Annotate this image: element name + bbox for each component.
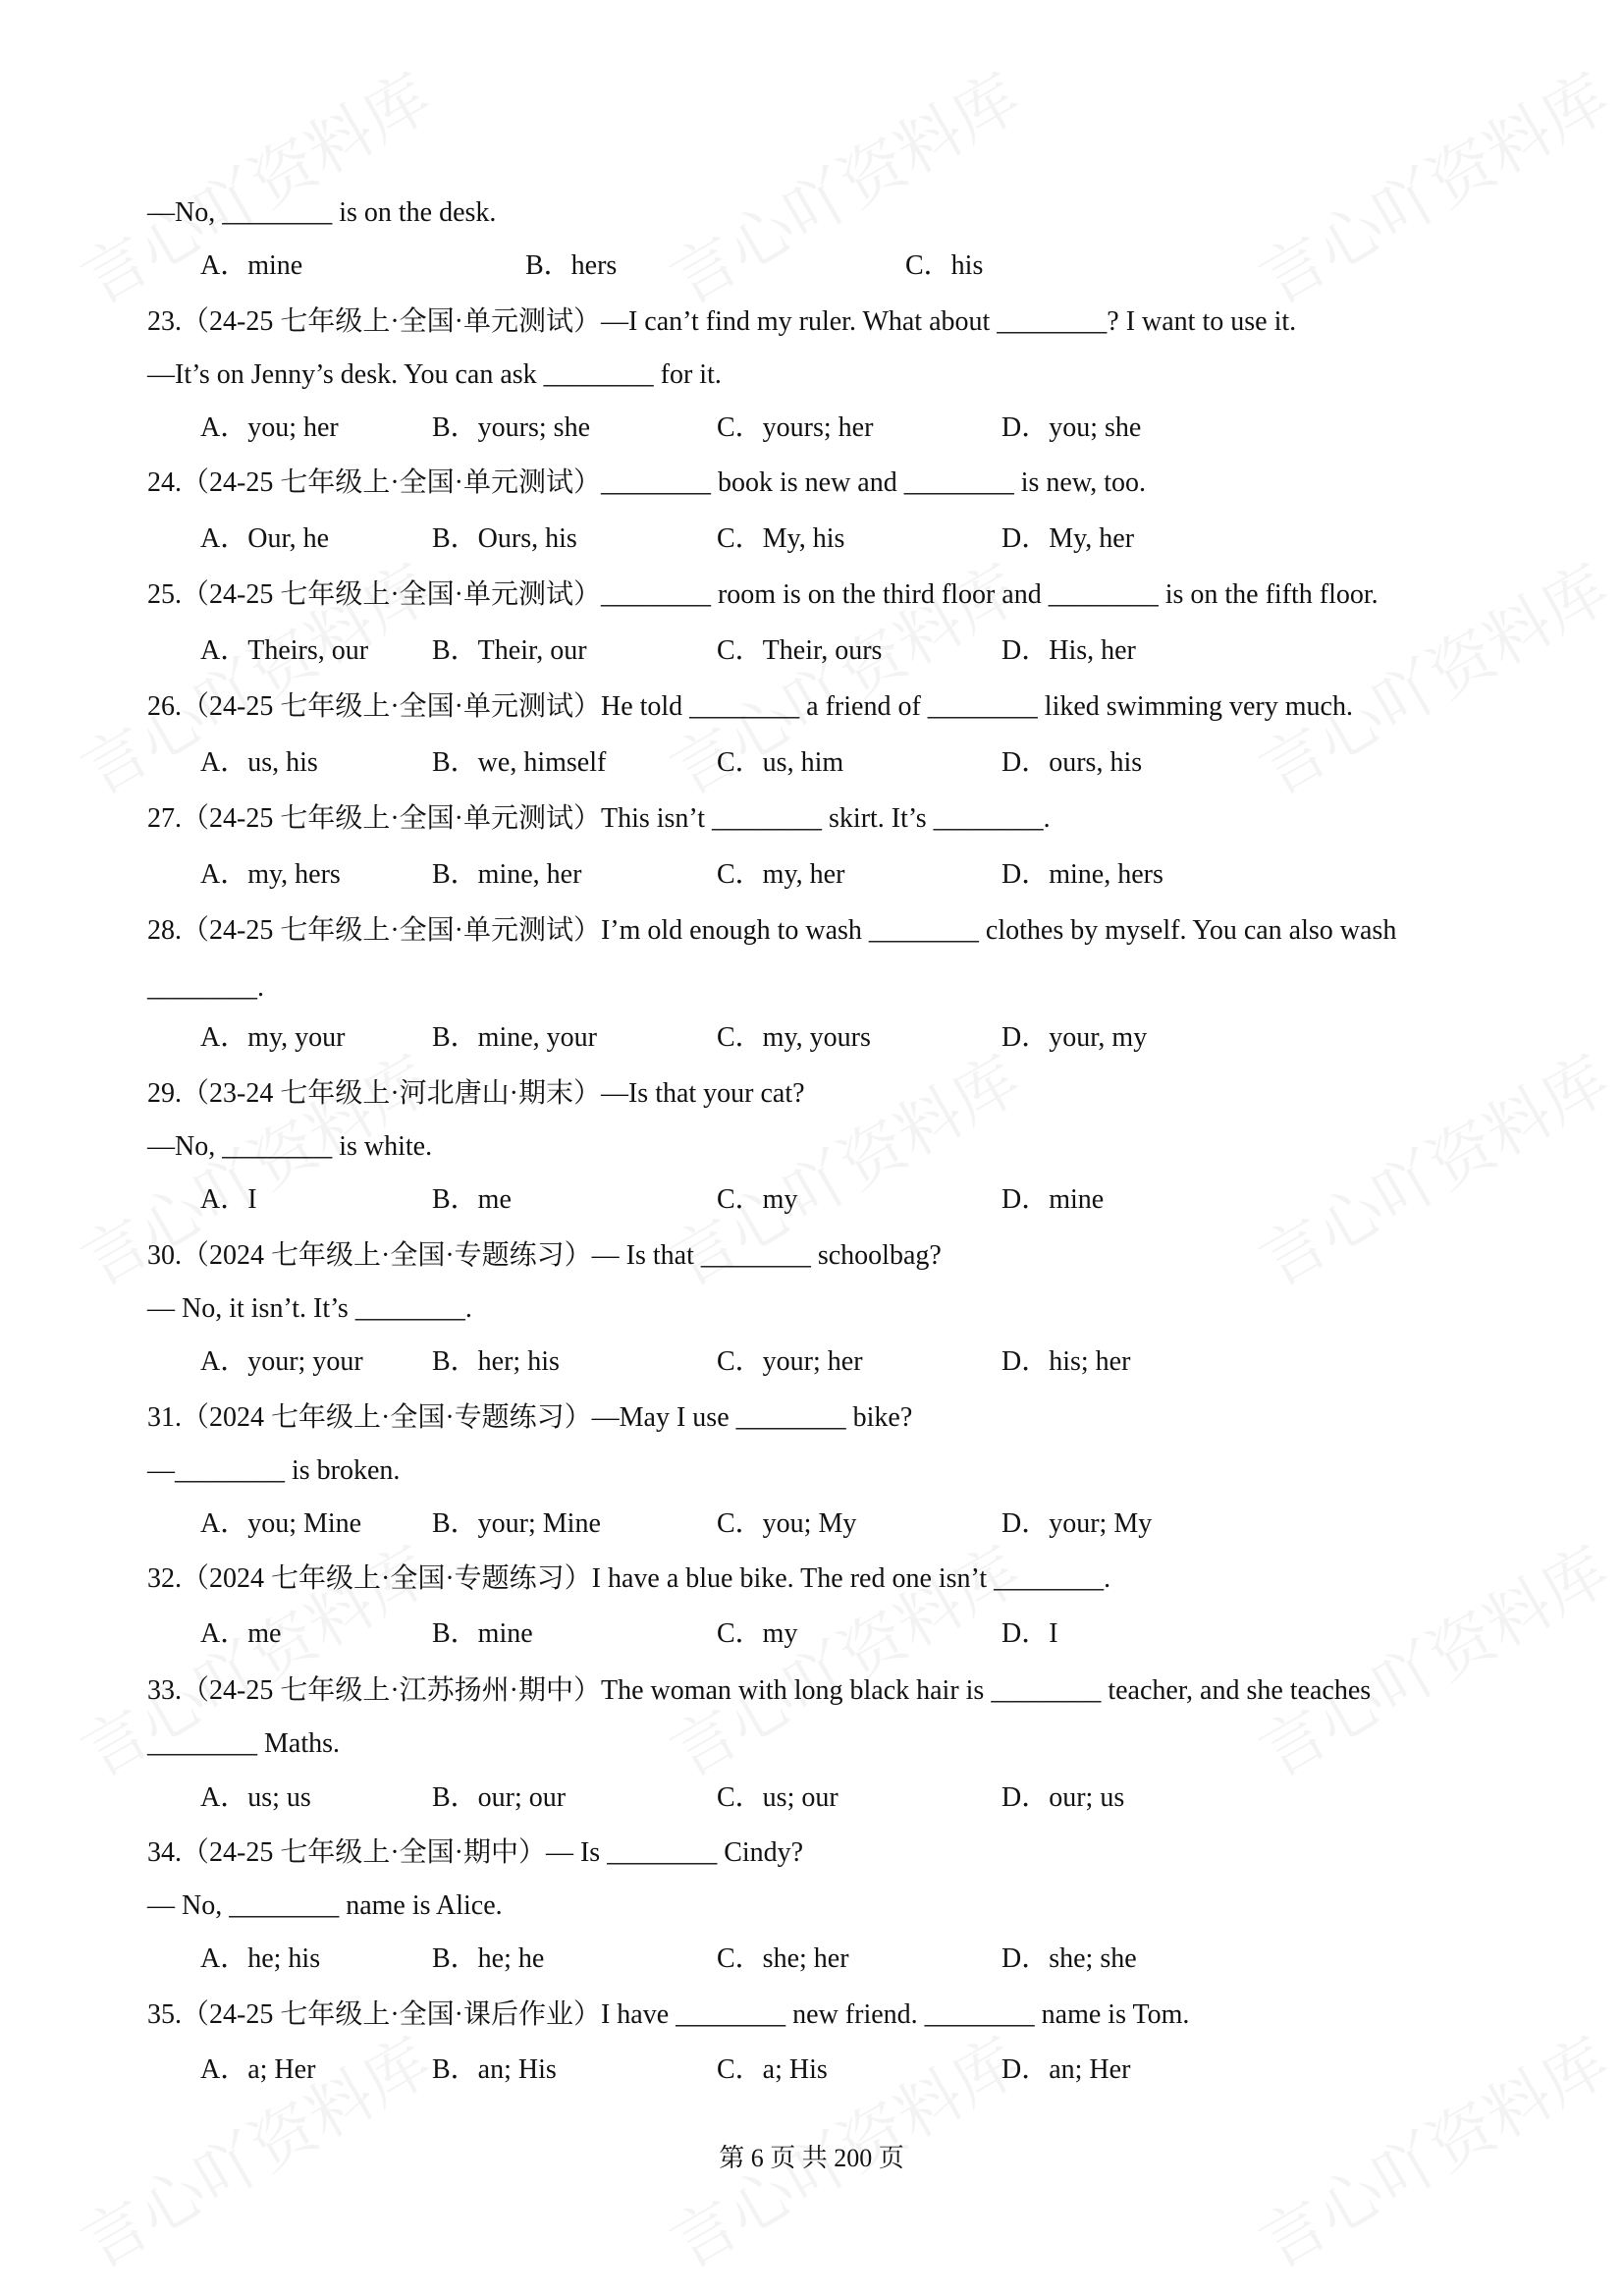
answer-option: B．mine, your <box>432 1022 597 1053</box>
answer-option: C．she; her <box>717 1943 849 1974</box>
answer-option: A．I <box>200 1184 257 1215</box>
answer-option: C．us, him <box>717 747 844 778</box>
answer-option: C．his <box>905 250 984 281</box>
answer-option: A．my, your <box>200 1022 346 1053</box>
answer-option: A．a; Her <box>200 2054 316 2085</box>
answer-option: C．Their, ours <box>717 635 883 666</box>
answer-option: D．mine, hers <box>1001 859 1163 890</box>
answer-options-row <box>147 1614 1476 1654</box>
question-text-line: —No, ________ is white. <box>147 1131 433 1162</box>
answer-option: D．she; she <box>1001 1943 1137 1974</box>
answer-option: C．your; her <box>717 1346 863 1377</box>
answer-option: C．a; His <box>717 2054 828 2085</box>
answer-option: D．His, her <box>1001 635 1136 666</box>
answer-option: D．ours, his <box>1001 747 1143 778</box>
answer-option: A．Theirs, our <box>200 635 369 666</box>
answer-options-row <box>147 246 1476 286</box>
answer-option: A．me <box>200 1618 282 1649</box>
answer-options-row <box>147 1018 1476 1058</box>
question-text-line: 31.（2024 七年级上·全国·专题练习）—May I use ________ bike? <box>147 1402 913 1433</box>
answer-option: A．Our, he <box>200 523 330 554</box>
answer-option: B．mine, her <box>432 859 582 890</box>
question-text-line: 32.（2024 七年级上·全国·专题练习）I have a blue bike. The red one isn’t ________. <box>147 1563 1111 1594</box>
answer-options-row <box>147 631 1476 671</box>
answer-option: A．my, hers <box>200 859 341 890</box>
answer-option: B．mine <box>432 1618 533 1649</box>
answer-option: B．your; Mine <box>432 1508 601 1539</box>
question-text-line: 24.（24-25 七年级上·全国·单元测试）________ book is new and ________ is new, too. <box>147 467 1147 498</box>
answer-option: B．me <box>432 1184 512 1215</box>
answer-options-row <box>147 1940 1476 1979</box>
answer-option: A．us, his <box>200 747 318 778</box>
answer-option: A．you; Mine <box>200 1508 362 1539</box>
answer-option: D．you; she <box>1001 412 1142 443</box>
answer-option: B．we, himself <box>432 747 607 778</box>
answer-option: D．his; her <box>1001 1346 1131 1377</box>
answer-option: A．your; your <box>200 1346 363 1377</box>
answer-options-row <box>147 1504 1476 1544</box>
answer-option: D．I <box>1001 1618 1058 1649</box>
answer-option: A．us; us <box>200 1782 311 1813</box>
question-text-line: 28.（24-25 七年级上·全国·单元测试）I’m old enough to wash ________ clothes by myself. You can also wash <box>147 915 1397 946</box>
answer-option: B．hers <box>525 250 618 281</box>
answer-option: C．us; our <box>717 1782 839 1813</box>
answer-option: C．my, yours <box>717 1022 871 1053</box>
answer-options-row <box>147 743 1476 783</box>
answer-option: C．yours; her <box>717 412 874 443</box>
question-text-line: 35.（24-25 七年级上·全国·课后作业）I have ________ new friend. ________ name is Tom. <box>147 1999 1190 2030</box>
answer-option: C．My, his <box>717 523 845 554</box>
answer-options-row <box>147 1180 1476 1220</box>
answer-option: C．my <box>717 1618 798 1649</box>
question-text-line: ________ Maths. <box>147 1728 340 1759</box>
question-text-line: 26.（24-25 七年级上·全国·单元测试）He told ________ a friend of ________ liked swimming very much. <box>147 691 1353 722</box>
question-text-line: —________ is broken. <box>147 1455 401 1486</box>
question-text-line: —It’s on Jenny’s desk. You can ask ________ for it. <box>147 359 722 390</box>
answer-option: D．an; Her <box>1001 2054 1131 2085</box>
question-text-line: 27.（24-25 七年级上·全国·单元测试）This isn’t ________ skirt. It’s ________. <box>147 803 1051 834</box>
answer-option: D．your, my <box>1001 1022 1148 1053</box>
page-footer: 第 6 页 共 200 页 <box>719 2144 904 2172</box>
answer-option: B．yours; she <box>432 412 591 443</box>
answer-option: B．an; His <box>432 2054 557 2085</box>
answer-options-row <box>147 409 1476 448</box>
question-text-line: 23.（24-25 七年级上·全国·单元测试）—I can’t find my ruler. What about ________? I want to use it. <box>147 306 1297 337</box>
question-text-line: —No, ________ is on the desk. <box>147 197 497 228</box>
answer-option: B．Their, our <box>432 635 587 666</box>
answer-option: B．he; he <box>432 1943 545 1974</box>
question-text-line: 25.（24-25 七年级上·全国·单元测试）________ room is on the third floor and ________ is on the fifth floor. <box>147 579 1379 610</box>
question-text-line: 33.（24-25 七年级上·江苏扬州·期中）The woman with long black hair is ________ teacher, and she teaches <box>147 1675 1372 1706</box>
answer-option: C．my, her <box>717 859 845 890</box>
question-text-line: 34.（24-25 七年级上·全国·期中）— Is ________ Cindy? <box>147 1837 804 1868</box>
answer-option: B．our; our <box>432 1782 567 1813</box>
answer-option: A．mine <box>200 250 303 281</box>
answer-option: D．our; us <box>1001 1782 1125 1813</box>
answer-options-row <box>147 2050 1476 2090</box>
answer-options-row <box>147 519 1476 559</box>
answer-option: D．your; My <box>1001 1508 1153 1539</box>
answer-options-row <box>147 1778 1476 1818</box>
question-text-line: — No, it isn’t. It’s ________. <box>147 1293 472 1324</box>
answer-option: A．you; her <box>200 412 339 443</box>
answer-option: B．her; his <box>432 1346 560 1377</box>
question-text-line: ________. <box>147 972 264 1003</box>
answer-option: B．Ours, his <box>432 523 577 554</box>
answer-option: C．my <box>717 1184 798 1215</box>
answer-option: C．you; My <box>717 1508 857 1539</box>
question-text-line: 29.（23-24 七年级上·河北唐山·期末）—Is that your cat? <box>147 1078 805 1109</box>
answer-option: D．My, her <box>1001 523 1135 554</box>
answer-options-row <box>147 855 1476 895</box>
answer-options-row <box>147 1342 1476 1382</box>
answer-option: D．mine <box>1001 1184 1105 1215</box>
question-text-line: 30.（2024 七年级上·全国·专题练习）— Is that ________ schoolbag? <box>147 1240 942 1271</box>
question-text-line: — No, ________ name is Alice. <box>147 1890 503 1921</box>
answer-option: A．he; his <box>200 1943 321 1974</box>
